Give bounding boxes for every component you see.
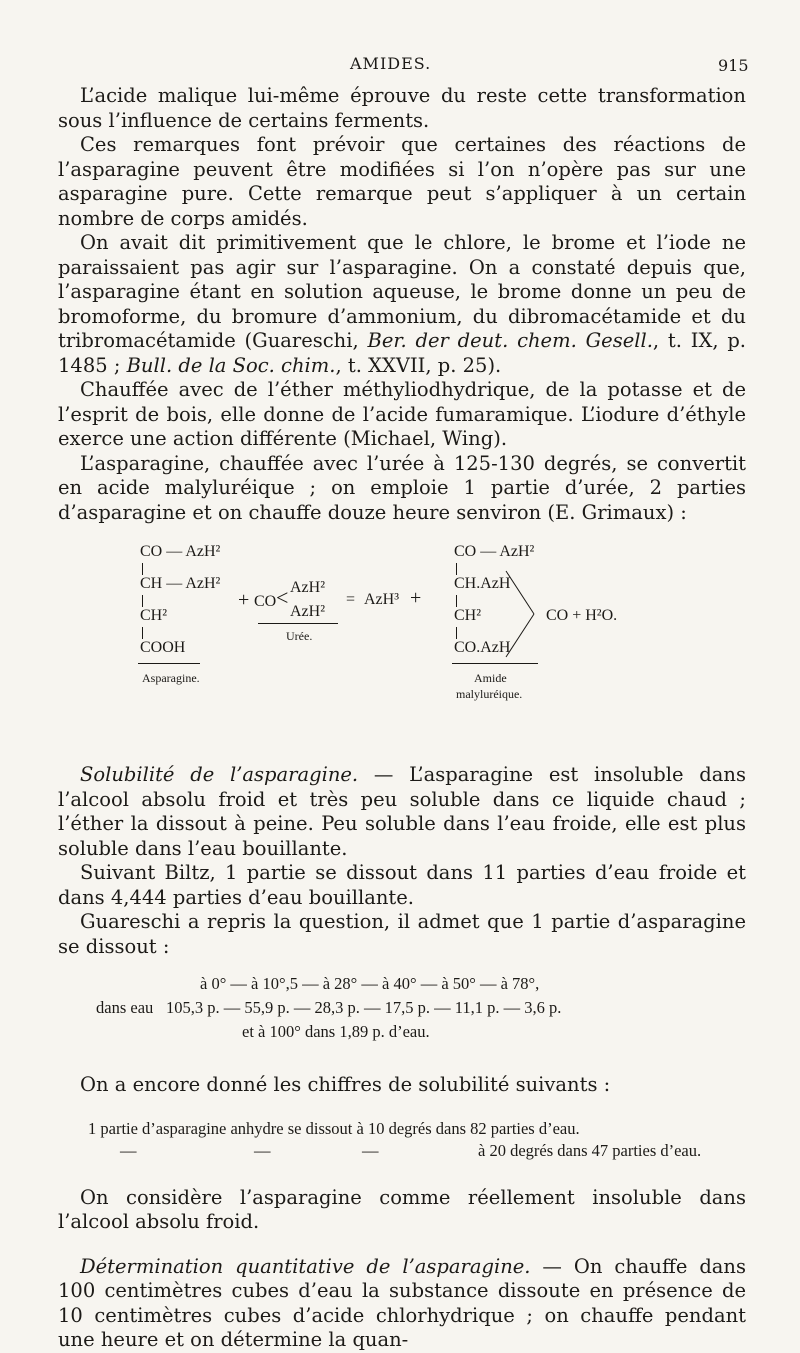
spacer xyxy=(58,1098,746,1112)
eq-equals: = xyxy=(346,591,356,608)
solubility-row-label: dans eau xyxy=(96,998,154,1017)
paragraph-uree: L’asparagine, chauffée avec l’urée à 125-130 degrés, se convertit en acide malyluréique ; on emploie 1 partie d’urée, 2 parties d’asparagine et on chauffe douze heure senviron (E. Grimaux) : xyxy=(58,451,746,524)
anhydre-line1: 1 partie d’asparagine anhydre se dissout à 10 degrés dans 82 parties d’eau. xyxy=(88,1118,580,1138)
text-determination: — On chauffe dans 100 centimètres cubes d’eau la substance dissoute en présence de 10 centimètres cubes d’acide chlorhydrique ; on chauffe pendant une heure et on détermine la quan- xyxy=(58,1254,746,1351)
eq-underbrace xyxy=(138,663,200,664)
spacer xyxy=(58,1235,746,1255)
eq-asp-line4: COOH xyxy=(140,639,186,656)
anhydre-block xyxy=(58,1112,746,1172)
text-solubilite: — L’asparagine est insoluble dans l’alcool absolu froid et très peu soluble dans ce liquide chaud ; l’éther la dissout à peine. Peu soluble dans l’eau froide, elle est plus soluble dans l’eau bouillante. xyxy=(58,763,746,860)
paragraph-chlore xyxy=(58,231,746,378)
citation-bull: Bull. de la Soc. chim. xyxy=(126,353,336,377)
eq-caption-amide: Amide xyxy=(474,671,507,685)
eq-amide-line4: CO.AzH xyxy=(454,639,511,656)
eq-tail: CO + H²O. xyxy=(546,607,618,624)
text-chlore-c: , t. XXVII, p. 25). xyxy=(335,353,502,377)
eq-caption-malylureique: malyluréique. xyxy=(456,687,523,701)
eq-asp-line1: CO — AzH² xyxy=(140,543,221,560)
eq-asp-line2: CH — AzH² xyxy=(140,575,221,592)
eq-underbrace xyxy=(258,623,338,624)
solubility-values: 105,3 p. — 55,9 p. — 28,3 p. — 17,5 p. — 11,1 p. — 3,6 p. xyxy=(166,998,562,1017)
anhydre-line2: à 20 degrés dans 47 parties d’eau. xyxy=(478,1140,702,1160)
solubility-table xyxy=(58,967,746,1059)
eq-plus: + xyxy=(238,589,250,611)
eq-co: CO xyxy=(254,593,277,610)
eq-bond xyxy=(142,595,143,607)
text-chlore-a: On avait dit primitivement que le chlore, le brome et l’iode ne paraissaient pas agir sur l’asparagine. On a constaté depuis que, l’asparagine étant en solution aqueuse, le brome donne un peu de bromoforme, du bromure d’ammonium, du dibromacétamide et du tribromacétamide (Guareschi, xyxy=(58,231,746,352)
running-header xyxy=(0,54,800,82)
section-title-solubilite: Solubilité de l’asparagine. xyxy=(80,763,359,786)
eq-plus: + xyxy=(410,587,422,609)
eq-uree-line2: AzH² xyxy=(290,603,326,620)
text-chlore-b: , t. IX, p. 1485 ; xyxy=(58,329,747,377)
eq-caption-uree: Urée. xyxy=(286,629,313,643)
eq-bond xyxy=(456,595,457,607)
spacer xyxy=(58,1172,746,1186)
chemical-equation xyxy=(58,539,746,757)
eq-ammonia: AzH³ xyxy=(364,591,400,608)
section-title-determination: Détermination quantitative de l’asparagine. xyxy=(80,1254,531,1278)
eq-amide-line3: CH² xyxy=(454,607,482,624)
citation-ber: Ber. der deut. chem. Gesell. xyxy=(367,329,653,352)
page-number: 915 xyxy=(718,56,749,75)
eq-underbrace xyxy=(452,663,538,664)
eq-uree-line1: AzH² xyxy=(290,579,326,596)
paragraph-determination xyxy=(58,1255,746,1353)
eq-bond xyxy=(456,627,457,639)
eq-amide-line1: CO — AzH² xyxy=(454,543,535,560)
paragraph-biltz: Suivant Biltz, 1 partie se dissout dans 11 parties d’eau froide et dans 4,444 parties d’eau bouillante. xyxy=(58,861,746,909)
eq-amide-line2: CH.AzH xyxy=(454,575,511,592)
eq-bracket-open: < xyxy=(276,585,289,610)
eq-caption-asparagine: Asparagine. xyxy=(142,671,200,685)
solubility-extra: et à 100° dans 1,89 p. d’eau. xyxy=(242,1022,430,1041)
solubility-temperatures: à 0° — à 10°,5 — à 28° — à 40° — à 50° — à 78°, xyxy=(200,974,540,993)
paragraph-solubilite xyxy=(58,763,746,861)
paragraph-malique: L’acide malique lui-même éprouve du reste cette transformation sous l’influence de certains ferments. xyxy=(58,84,746,132)
eq-bond xyxy=(456,563,457,575)
paragraph-guareschi: Guareschi a repris la question, il admet que 1 partie d’asparagine se dissout : xyxy=(58,910,746,958)
eq-bond xyxy=(142,627,143,639)
paragraph-insoluble: On considère l’asparagine comme réellement insoluble dans l’alcool absolu froid. xyxy=(58,1185,746,1233)
eq-brace xyxy=(504,569,540,659)
eq-asp-line3: CH² xyxy=(140,607,168,624)
ditto-mark: — xyxy=(362,1140,379,1160)
eq-bond xyxy=(142,563,143,575)
paragraph-ether: Chauffée avec de l’éther méthyliodhydrique, de la potasse et de l’esprit de bois, elle donne de l’acide fumaramique. L’iodure d’éthyle exerce une action différente (Michael, Wing). xyxy=(58,378,746,450)
ditto-mark: — xyxy=(254,1140,271,1160)
header-title: AMIDES. xyxy=(350,54,432,73)
ditto-mark: — xyxy=(120,1140,137,1160)
paragraph-chiffres: On a encore donné les chiffres de solubilité suivants : xyxy=(80,1073,611,1096)
body-text xyxy=(58,84,746,1353)
paragraph-remarques: Ces remarques font prévoir que certaines des réactions de l’asparagine peuvent être modifiées si l’on n’opère pas sur une asparagine pure. Cette remarque peut s’appliquer à un certain nombre de corps amidés. xyxy=(58,133,746,230)
